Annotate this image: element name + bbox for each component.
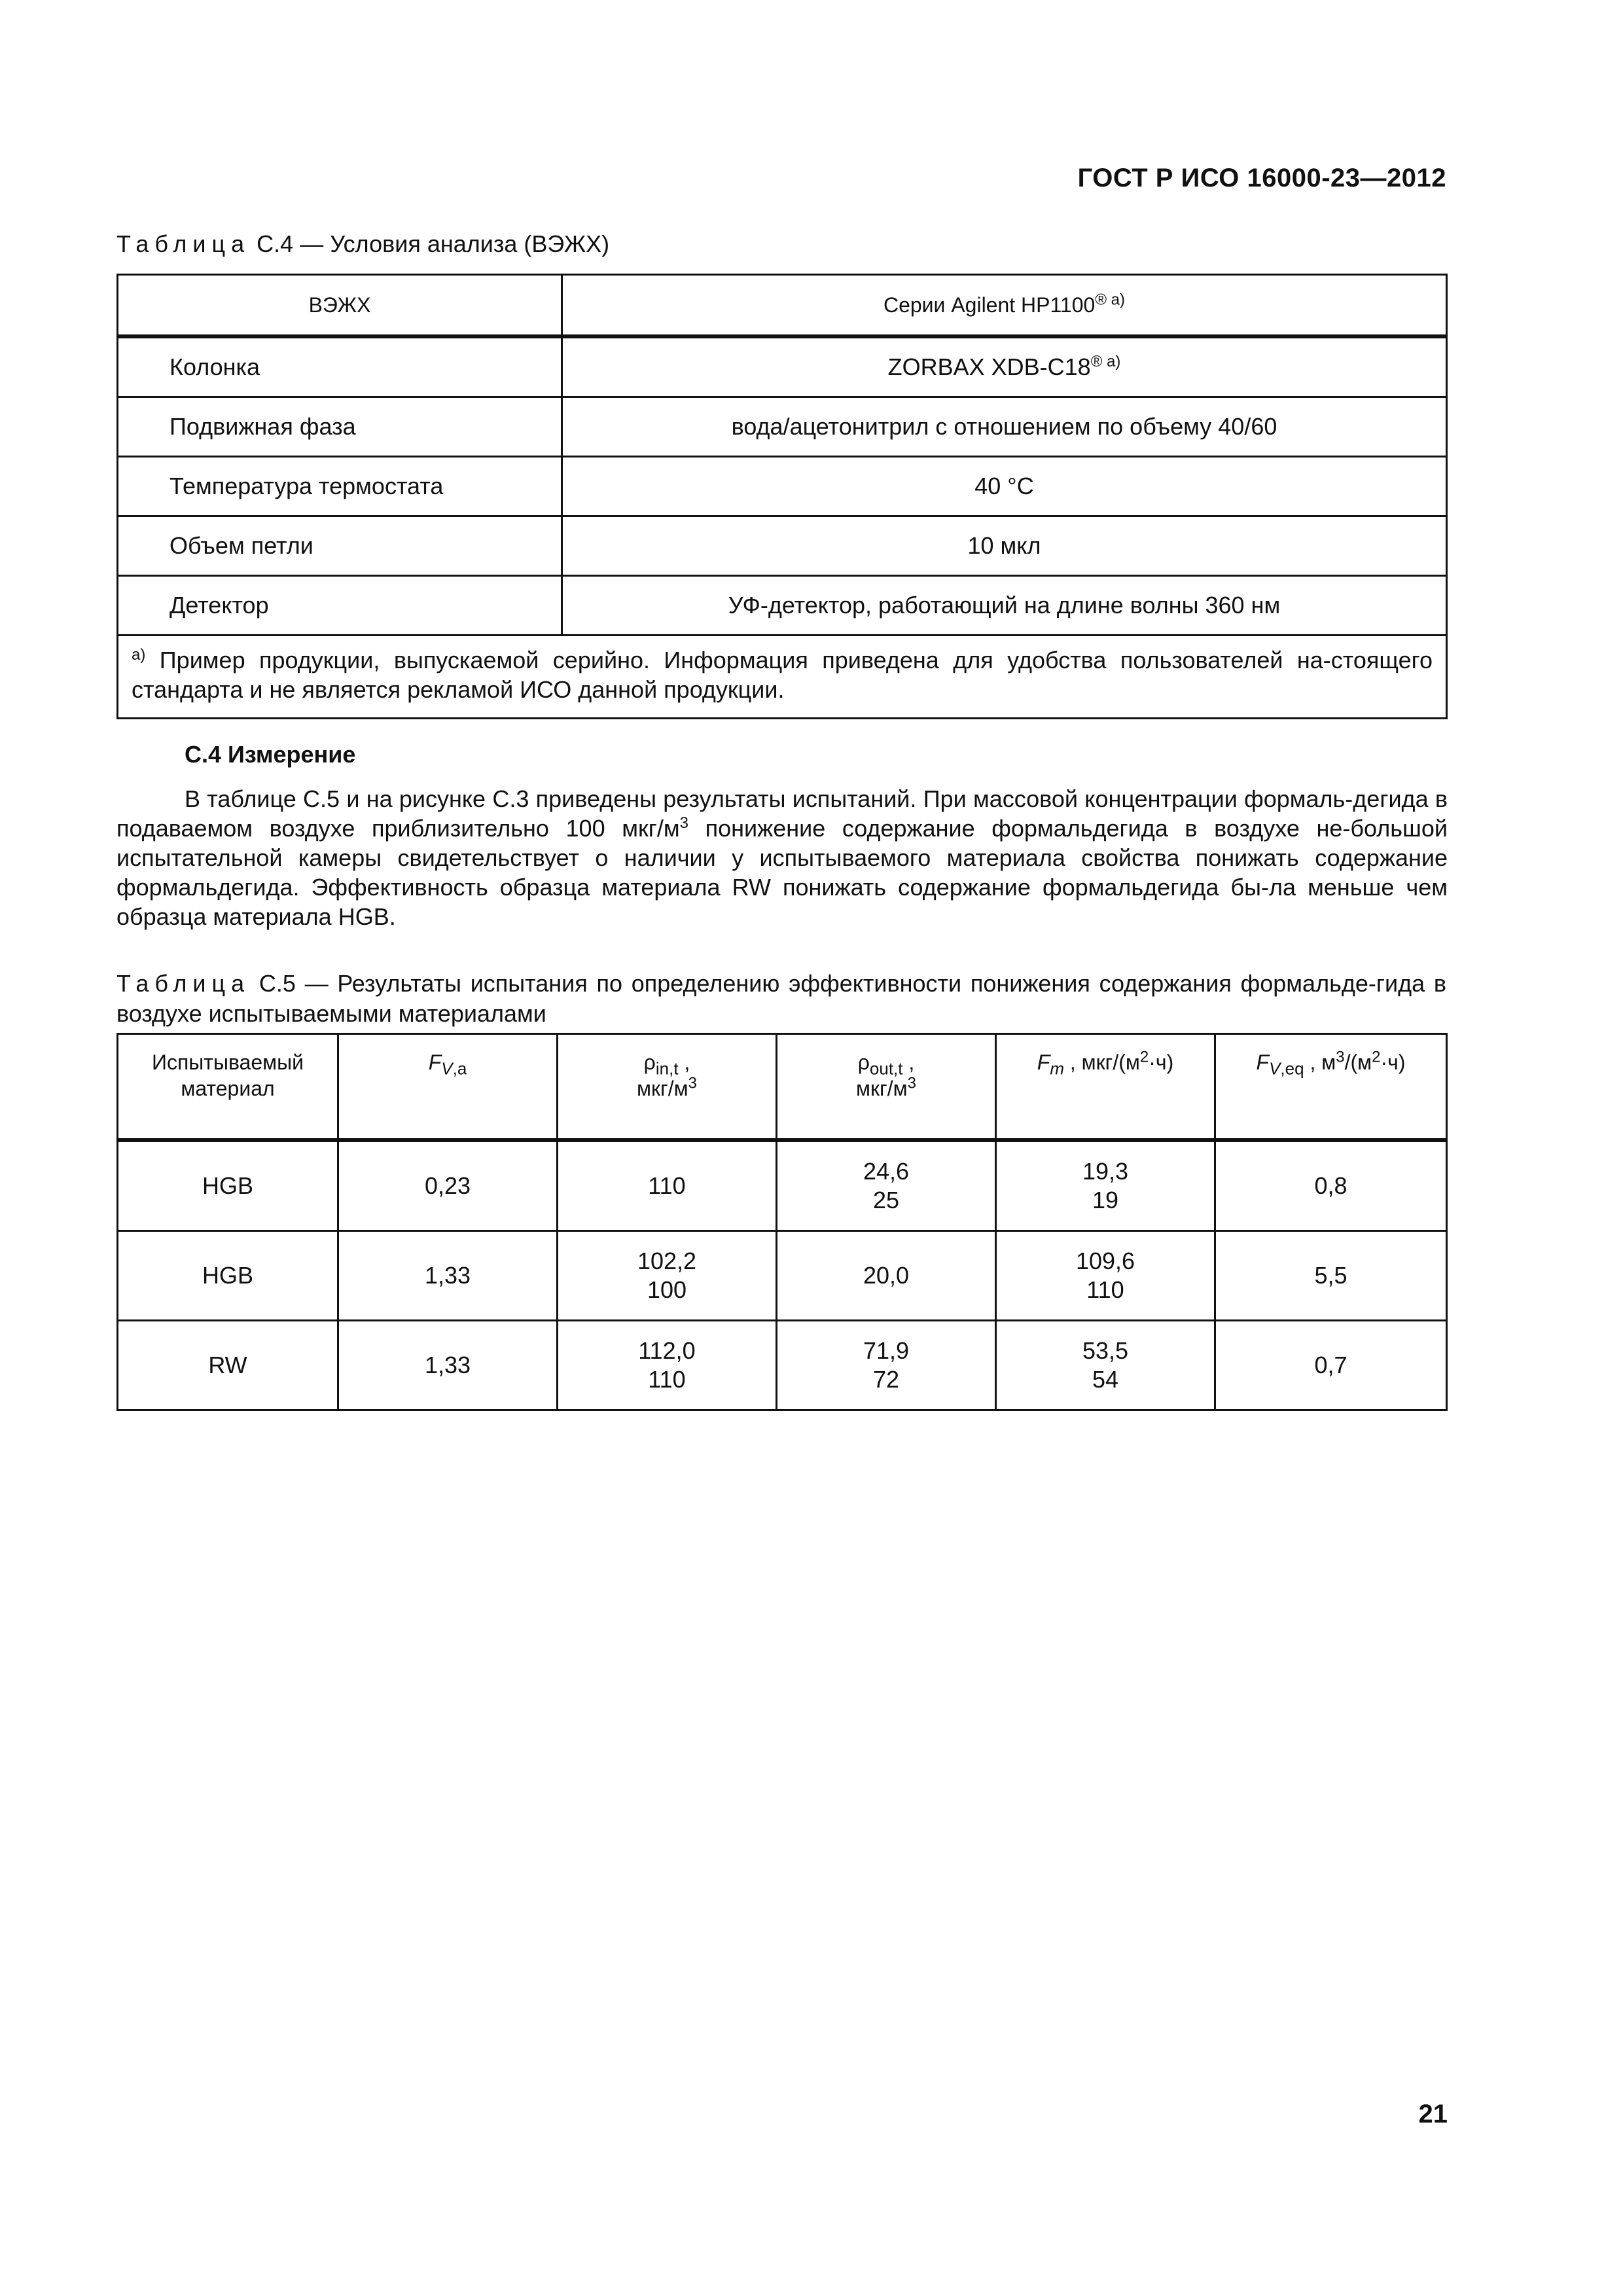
header-material bbox=[118, 1034, 338, 1141]
cell-fm-a: 53,5 bbox=[1082, 1337, 1129, 1364]
cell-rho-in bbox=[558, 1321, 777, 1410]
fm-symbol: F bbox=[1037, 1050, 1050, 1074]
cell-fm-b: 54 bbox=[1092, 1366, 1119, 1393]
table-c5-caption bbox=[116, 969, 1446, 1029]
table-row bbox=[118, 336, 1447, 397]
table-row bbox=[118, 397, 1447, 457]
cell-rho-out-a: 24,6 bbox=[863, 1158, 910, 1185]
cell-rho-out bbox=[777, 1140, 996, 1231]
paragraph-sup: 3 bbox=[679, 814, 688, 832]
table-row bbox=[118, 457, 1447, 516]
header-fva bbox=[338, 1034, 558, 1141]
cell-fveq: 5,5 bbox=[1215, 1231, 1447, 1321]
table-footnote bbox=[118, 636, 1447, 719]
rho-in-unit-sup: 3 bbox=[688, 1074, 697, 1092]
cell-rho-in-a: 102,2 bbox=[637, 1247, 697, 1274]
table-row bbox=[118, 1321, 1447, 1410]
cell-rho-out-a: 20,0 bbox=[863, 1262, 910, 1289]
cell-fm-b: 110 bbox=[1086, 1276, 1124, 1303]
fva-sub: V bbox=[441, 1058, 453, 1079]
row-value-sup: ® а) bbox=[1090, 353, 1121, 370]
table-row bbox=[118, 516, 1447, 576]
cell-fm bbox=[996, 1231, 1215, 1321]
row-value-text: ZORBAX XDB-C18 bbox=[887, 353, 1091, 380]
rho-in-comma: , bbox=[678, 1050, 690, 1074]
fveq-unit-b: /(м bbox=[1344, 1050, 1372, 1074]
header-cell-series bbox=[562, 275, 1447, 337]
fm-sub: m bbox=[1050, 1058, 1064, 1079]
rho-out-comma: , bbox=[902, 1050, 915, 1074]
rho-out-unit: мкг/м bbox=[856, 1077, 908, 1100]
row-label: Температура термостата bbox=[118, 457, 562, 516]
cell-material: HGB bbox=[118, 1140, 338, 1231]
table-c5 bbox=[116, 1033, 1448, 1411]
cell-rho-in-a: 110 bbox=[648, 1172, 686, 1199]
caption-word: Таблица bbox=[116, 970, 251, 997]
section-heading: С.4 Измерение bbox=[185, 741, 356, 768]
cell-rho-in-b: 100 bbox=[647, 1276, 687, 1303]
table-row bbox=[118, 1231, 1447, 1321]
header-rho-in bbox=[558, 1034, 777, 1141]
caption-text: С.4 — Условия анализа (ВЭЖХ) bbox=[257, 230, 610, 257]
table-row bbox=[118, 576, 1447, 636]
caption-word: Таблица bbox=[116, 230, 251, 257]
paragraph-text-2: понижение содержание формальдегида в воздухе не-большой испытательной камеры свидетельствует о наличии у испытываемого материала свойства понижать содержание формальдегида. Эффективность образца материала RW понижать содержание формальдегида бы-ла меньше чем образца материала HGB. bbox=[116, 815, 1448, 930]
footnote-mark: а) bbox=[132, 646, 146, 664]
cell-rho-in-a: 112,0 bbox=[638, 1337, 696, 1364]
cell-rho-out bbox=[777, 1231, 996, 1321]
cell-fm-a: 109,6 bbox=[1075, 1247, 1135, 1274]
header-series-sup: ® а) bbox=[1095, 290, 1126, 308]
cell-fm-a: 19,3 bbox=[1082, 1158, 1129, 1185]
table-header-row bbox=[118, 275, 1447, 337]
fveq-unit-c: ·ч) bbox=[1380, 1050, 1406, 1074]
cell-rho-out-a: 71,9 bbox=[863, 1337, 910, 1364]
row-value bbox=[562, 336, 1447, 397]
fveq-sub-rest: ,eq bbox=[1280, 1058, 1304, 1079]
row-value: УФ-детектор, работающий на длине волны 360 нм bbox=[562, 576, 1447, 636]
table-c4-caption bbox=[116, 229, 609, 259]
fm-unit-b: ·ч) bbox=[1149, 1050, 1174, 1074]
row-label: Колонка bbox=[118, 336, 562, 397]
rho-out-unit-sup: 3 bbox=[907, 1074, 916, 1092]
fm-unit-sup: 2 bbox=[1139, 1048, 1149, 1066]
header-cell-hplc: ВЭЖХ bbox=[118, 275, 562, 337]
table-footnote-row bbox=[118, 636, 1447, 719]
cell-fm bbox=[996, 1140, 1215, 1231]
row-value: 10 мкл bbox=[562, 516, 1447, 576]
paragraph-text-1: В таблице С.5 и на рисунке С.3 приведены результаты испытаний. При массовой концентрации формаль-дегида в подаваемом воздухе приблизительно 100 мкг/м bbox=[116, 785, 1448, 842]
footnote-text: Пример продукции, выпускаемой серийно. Информация приведена для удобства пользователей на-стоящего стандарта и не является рекламой ИСО данной продукции. bbox=[132, 647, 1433, 703]
page-number: 21 bbox=[1418, 2100, 1448, 2128]
cell-rho-out-b: 25 bbox=[872, 1187, 900, 1213]
row-value: 40 °С bbox=[562, 457, 1447, 516]
cell-material: RW bbox=[118, 1321, 338, 1410]
cell-fveq: 0,8 bbox=[1215, 1140, 1447, 1231]
cell-fm-b: 19 bbox=[1092, 1187, 1119, 1213]
cell-fva: 1,33 bbox=[338, 1321, 558, 1410]
row-value: вода/ацетонитрил с отношением по объему 40/60 bbox=[562, 397, 1447, 457]
header-fveq bbox=[1215, 1034, 1447, 1141]
header-material-line1: Испытываемый bbox=[151, 1050, 304, 1074]
header-material-line2: материал bbox=[181, 1077, 275, 1100]
header-rho-out bbox=[777, 1034, 996, 1141]
rho-out-sub: out,t bbox=[869, 1058, 903, 1079]
row-label: Подвижная фаза bbox=[118, 397, 562, 457]
header-fm bbox=[996, 1034, 1215, 1141]
cell-rho-in bbox=[558, 1231, 777, 1321]
table-row bbox=[118, 1140, 1447, 1231]
fm-unit-a: , мкг/(м bbox=[1063, 1050, 1140, 1074]
fva-symbol: F bbox=[428, 1050, 442, 1074]
rho-in-sub: in,t bbox=[655, 1058, 679, 1079]
cell-fm bbox=[996, 1321, 1215, 1410]
cell-fva: 1,33 bbox=[338, 1231, 558, 1321]
cell-rho-out bbox=[777, 1321, 996, 1410]
cell-rho-out-b: 72 bbox=[872, 1366, 900, 1393]
cell-fva: 0,23 bbox=[338, 1140, 558, 1231]
cell-rho-in-b: 110 bbox=[648, 1366, 686, 1393]
row-label: Объем петли bbox=[118, 516, 562, 576]
fveq-sub: V bbox=[1269, 1058, 1281, 1079]
fveq-symbol: F bbox=[1256, 1050, 1270, 1074]
cell-material: HGB bbox=[118, 1231, 338, 1321]
row-label: Детектор bbox=[118, 576, 562, 636]
document-code: ГОСТ Р ИСО 16000-23—2012 bbox=[1077, 164, 1446, 192]
section-paragraph bbox=[116, 784, 1448, 931]
table-c4 bbox=[116, 274, 1448, 719]
caption-text: С.5 — Результаты испытания по определению эффективности понижения содержания формальде-гида в воздухе испытываемыми материалами bbox=[116, 970, 1446, 1027]
table-header-row bbox=[118, 1034, 1447, 1141]
fveq-unit-a: , м bbox=[1304, 1050, 1336, 1074]
fva-sub-rest: ,a bbox=[452, 1058, 467, 1079]
fveq-unit-sup1: 3 bbox=[1336, 1048, 1345, 1066]
rho-in-unit: мкг/м bbox=[637, 1077, 688, 1100]
rho-out-symbol: ρ bbox=[857, 1050, 870, 1074]
cell-rho-in bbox=[558, 1140, 777, 1231]
rho-in-symbol: ρ bbox=[643, 1050, 656, 1074]
fveq-unit-sup2: 2 bbox=[1372, 1048, 1381, 1066]
header-series-text: Серии Agilent HP1100 bbox=[883, 293, 1096, 317]
cell-fveq: 0,7 bbox=[1215, 1321, 1447, 1410]
